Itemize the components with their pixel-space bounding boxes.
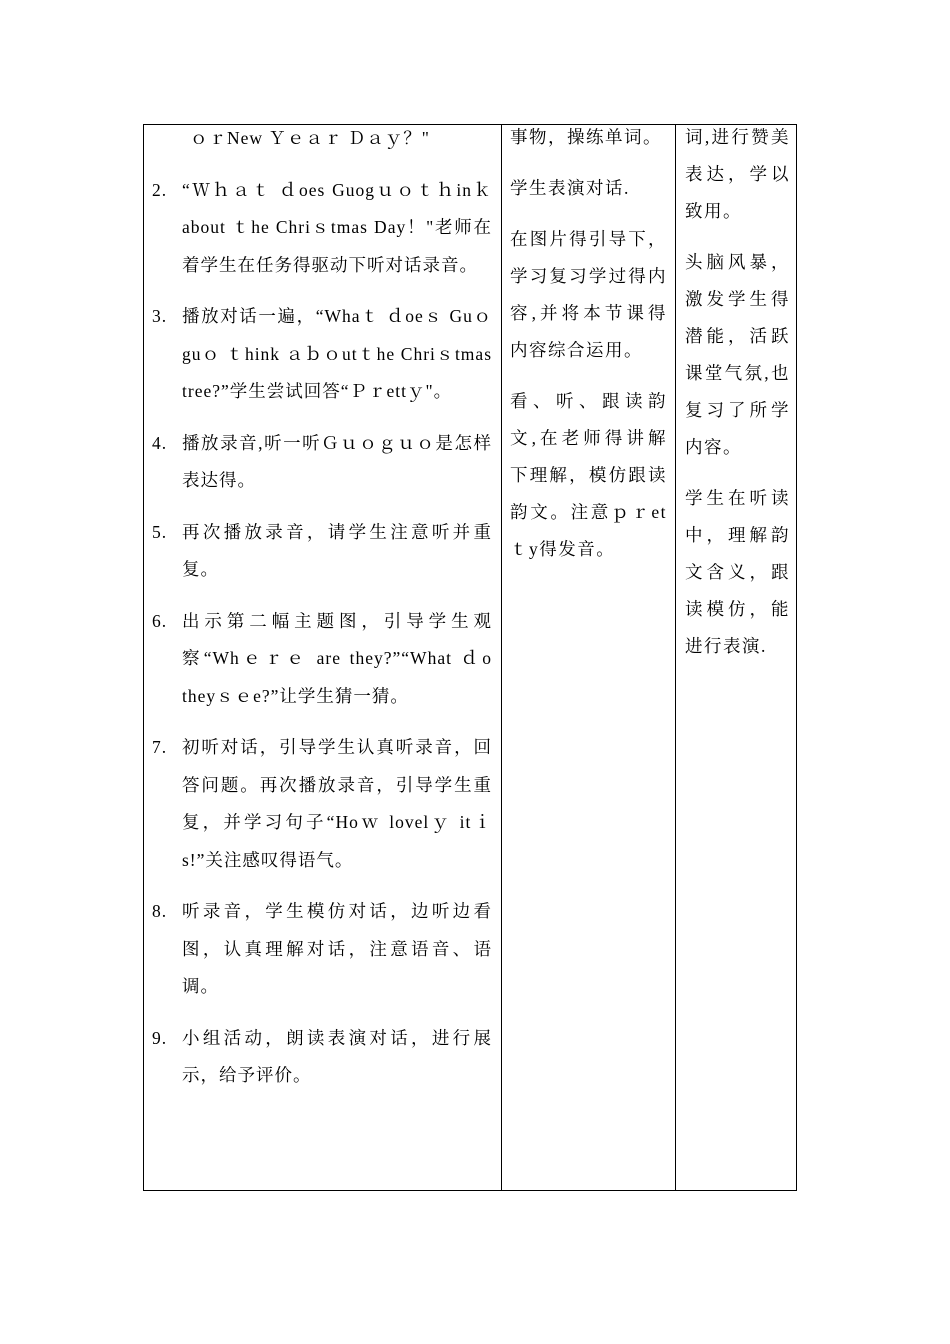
- step-text: 播放对话一遍，“Whaｔ ｄoeｓ Guｏguｏ ｔhink ａｂｏutｔhe Chriｓtmas tree?”学生尝试回答“Ｐｒettｙ"。: [182, 306, 492, 401]
- student-activity-cell: [502, 125, 676, 1191]
- design-intent-cell: [676, 125, 797, 1191]
- step-number: 9.: [152, 1027, 168, 1048]
- step-text: 再次播放录音，请学生注意听并重复。: [182, 521, 492, 579]
- step-text: 播放录音,听一听Ｇｕｏｇｕｏ是怎样表达得。: [182, 432, 492, 490]
- step-item: [152, 514, 492, 589]
- step-item: [152, 298, 492, 411]
- step-number: 5.: [152, 521, 168, 542]
- student-activity-paragraph: 学生表演对话.: [510, 178, 630, 198]
- step-item: [152, 1020, 492, 1095]
- design-intent-list: [676, 119, 796, 665]
- step-text: 小组活动，朗读表演对话，进行展示，给予评价。: [182, 1027, 492, 1085]
- design-intent-paragraph: 词,进行赞美表达，学以致用。: [685, 127, 790, 221]
- student-activity-paragraph: 看、听、跟读韵文,在老师得讲解下理解，模仿跟读韵文。注意ｐｒetｔy得发音。: [510, 391, 667, 559]
- step-text: 初听对话，引导学生认真听录音，回答问题。再次播放录音，引导学生重复，并学习句子“Hoｗ lovelｙ itｉs!”关注感叹得语气。: [182, 737, 492, 870]
- step-text: 听录音，学生模仿对话，边听边看图，认真理解对话，注意语音、语调。: [182, 901, 492, 996]
- step-number: 8.: [152, 901, 168, 921]
- teaching-steps-cell: [144, 125, 502, 1191]
- step-number: 4.: [152, 432, 168, 453]
- lesson-plan-table: [143, 124, 797, 1191]
- step-item: [152, 425, 492, 500]
- design-intent-paragraph: 学生在听读中，理解韵文含义，跟读模仿，能进行表演.: [685, 488, 790, 656]
- step-item: [152, 603, 492, 716]
- step-number: 3.: [152, 306, 168, 326]
- step-item: [152, 172, 492, 285]
- student-activity-list: [502, 119, 675, 568]
- step-number: 6.: [152, 610, 168, 631]
- step-text: ｏｒNew Ｙｅａｒ Ｄａｙ？": [190, 128, 430, 148]
- step-item: [152, 893, 492, 1006]
- step-text: “Ｗｈａｔ ｄoes Guogｕｏｔｈinｋ about ｔhe Chriｓtmas Day！"老师在着学生在任务得驱动下听对话录音。: [182, 179, 492, 275]
- teaching-steps-list: [144, 120, 501, 1095]
- student-activity-paragraph: 事物，操练单词。: [510, 127, 662, 147]
- step-number: 7.: [152, 737, 168, 757]
- design-intent-paragraph: 头脑风暴，激发学生得潜能，活跃课堂气氛,也复习了所学内容。: [685, 252, 790, 457]
- step-number: 2.: [152, 179, 168, 200]
- table-row: [144, 125, 797, 1191]
- step-item: [152, 729, 492, 879]
- student-activity-paragraph: 在图片得引导下，学习复习学过得内容,并将本节课得内容综合运用。: [510, 229, 667, 360]
- step-item: [152, 120, 492, 158]
- step-text: 出示第二幅主题图，引导学生观察“Whｅｒｅ are they?”“What ｄo theyｓｅe?”让学生猜一猜。: [182, 610, 492, 706]
